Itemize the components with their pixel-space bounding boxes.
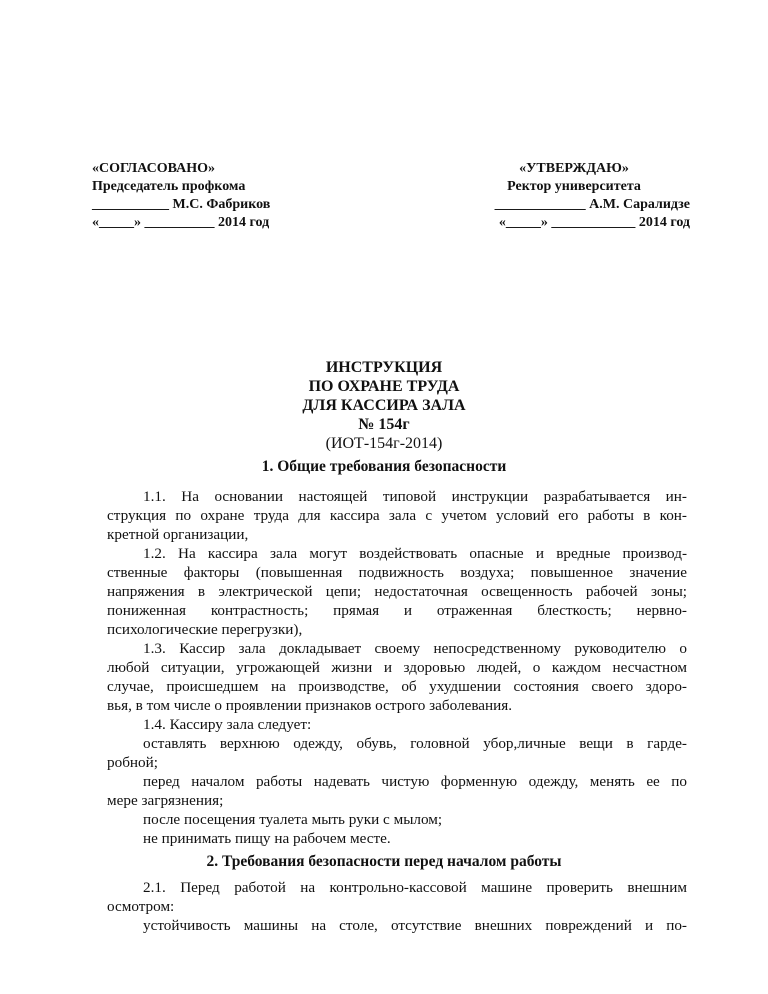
approval-date: «_____» ____________ 2014 год xyxy=(498,215,690,230)
text-line: струкция по охране труда для кассира зала с учетом условий его работы в кон- xyxy=(107,507,687,524)
text-line: 2.1. Перед работой на контрольно-кассовой машине проверить внешним xyxy=(143,879,687,896)
text-line: перед началом работы надевать чистую форменную одежду, менять ее по xyxy=(143,773,687,790)
text-line: 1.3. Кассир зала докладывает своему непосредственному руководителю о xyxy=(143,640,687,657)
title-line: ИНСТРУКЦИЯ xyxy=(325,359,443,376)
text-line: устойчивость машины на столе, отсутствие внешних повреждений и по- xyxy=(143,917,687,934)
approval-label: «УТВЕРЖДАЮ» xyxy=(519,161,629,176)
approval-block-right xyxy=(458,160,690,232)
text-line: вья, в том числе о проявлении признаков острого заболевания. xyxy=(107,697,513,714)
text-line: пониженная контрастность; прямая и отраженная блесткость; нервно- xyxy=(107,602,687,619)
approval-date: «_____» __________ 2014 год xyxy=(92,215,270,230)
text-line: напряжения в электрической цепи; недостаточная освещенность рабочей зоны; xyxy=(107,583,687,600)
document-code: (ИОТ-154г-2014) xyxy=(325,435,443,452)
section-1-body xyxy=(107,487,687,848)
text-line: 1.2. На кассира зала могут воздействовать опасные и вредные производ- xyxy=(143,545,687,562)
text-line: осмотром: xyxy=(107,898,175,915)
text-line: 1.1. На основании настоящей типовой инструкции разрабатывается ин- xyxy=(143,488,687,505)
section-2-heading: 2. Требования безопасности перед началом работы xyxy=(206,853,562,870)
text-line: оставлять верхнюю одежду, обувь, головной убор,личные вещи в гарде- xyxy=(143,735,687,752)
section-1-heading: 1. Общие требования безопасности xyxy=(261,458,507,475)
text-line: робной; xyxy=(107,754,158,771)
document-number: № 154г xyxy=(358,416,410,433)
approval-block-left xyxy=(92,160,270,232)
text-line: 1.4. Кассиру зала следует: xyxy=(143,716,312,733)
approval-label: «СОГЛАСОВАНО» xyxy=(92,161,215,176)
text-line: психологические перегрузки), xyxy=(107,621,303,638)
approval-position: Ректор университета xyxy=(507,179,641,194)
approval-signature: _____________ А.М. Саралидзе xyxy=(494,197,690,212)
text-line: любой ситуации, угрожающей жизни и здоровью людей, о каждом несчастном xyxy=(107,659,687,676)
title-line: ПО ОХРАНЕ ТРУДА xyxy=(308,378,460,395)
section-2-body xyxy=(107,878,687,935)
title-line: ДЛЯ КАССИРА ЗАЛА xyxy=(302,397,466,414)
approval-position: Председатель профкома xyxy=(92,179,246,194)
text-line: мере загрязнения; xyxy=(107,792,224,809)
approval-signature: ___________ М.С. Фабриков xyxy=(92,197,271,212)
document-title xyxy=(0,358,768,453)
text-line: кретной организации, xyxy=(107,526,249,543)
text-line: ственные факторы (повышенная подвижность воздуха; повышенное значение xyxy=(107,564,687,581)
text-line: после посещения туалета мыть руки с мылом; xyxy=(143,811,443,828)
text-line: не принимать пищу на рабочем месте. xyxy=(143,830,391,847)
text-line: случае, происшедшем на производстве, об ухудшении состояния своего здоро- xyxy=(107,678,687,695)
